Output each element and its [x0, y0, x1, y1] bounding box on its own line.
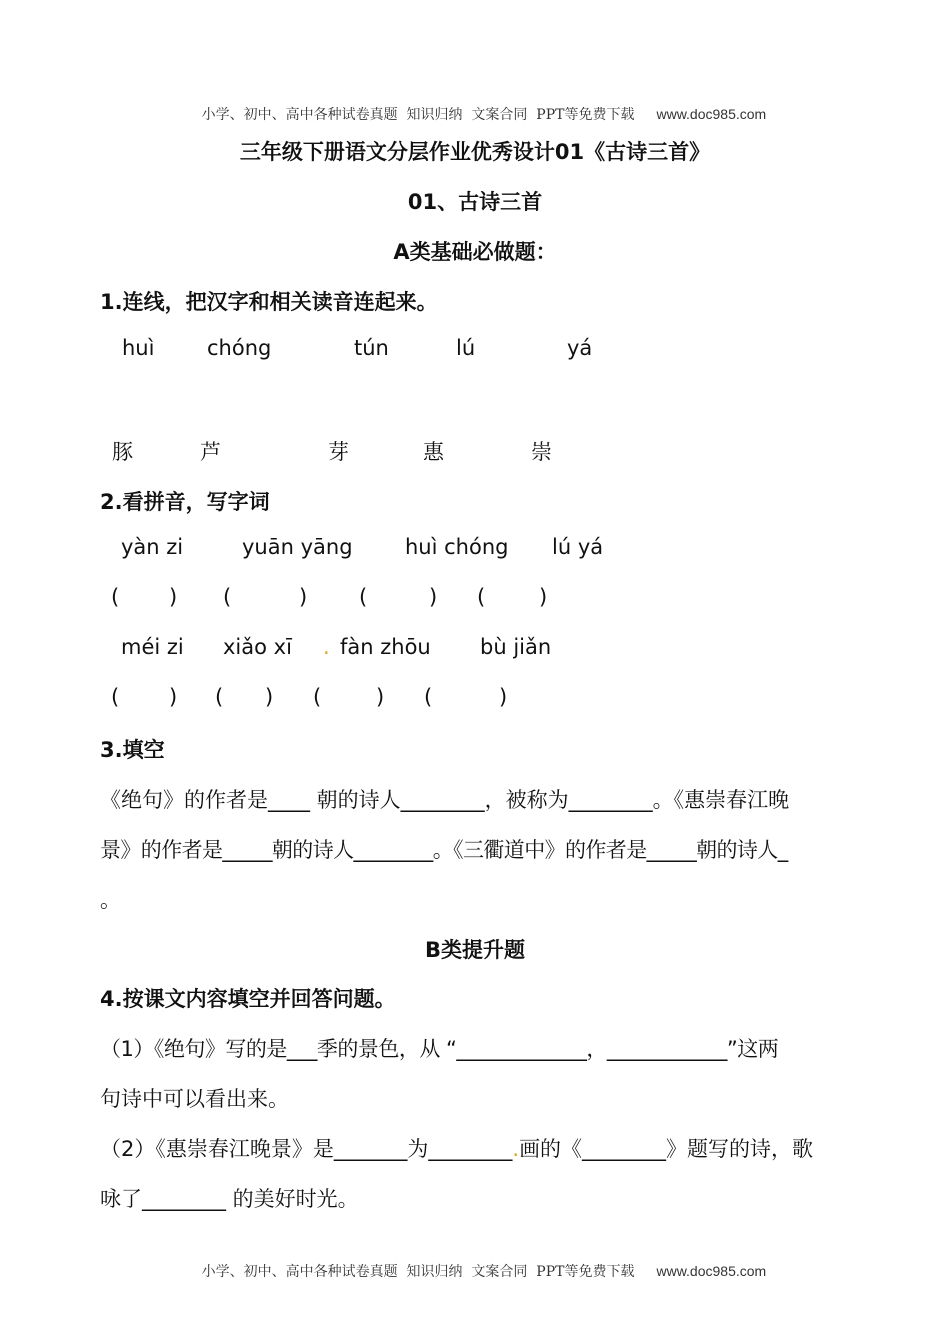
paren-open: ( — [313, 685, 322, 709]
q2-pinyin: méi zi — [121, 635, 184, 659]
q2-title: 2.看拼音，写字词 — [100, 490, 270, 514]
q4-text-part: 画的《________》题写的诗，歌 — [519, 1137, 814, 1161]
section-a-heading: A类基础必做题： — [393, 240, 557, 264]
q1-char: 惠 — [423, 440, 444, 464]
q4-text-line — [100, 1133, 852, 1163]
paren-close: ) — [169, 585, 178, 609]
q1-char: 芦 — [200, 440, 221, 464]
q4-text-line: 句诗中可以看出来。 — [100, 1087, 289, 1111]
paren-open: ( — [215, 685, 224, 709]
footer-url[interactable]: www.doc985.com — [656, 1263, 767, 1279]
q1-char: 芽 — [328, 440, 349, 464]
q4-text-line: 咏了________ 的美好时光。 — [100, 1187, 359, 1211]
paren-open: ( — [359, 585, 368, 609]
q1-pinyin: huì — [122, 336, 155, 360]
paren-open: ( — [477, 585, 486, 609]
header-url[interactable]: www.doc985.com — [656, 106, 767, 122]
paren-open: ( — [111, 585, 120, 609]
paren-close: ) — [539, 585, 548, 609]
accent-dot: . — [512, 1137, 520, 1161]
paren-close: ) — [299, 585, 308, 609]
paren-close: ) — [429, 585, 438, 609]
q3-title: 3.填空 — [100, 738, 165, 762]
q3-text-line: 景》的作者是_____朝的诗人________。《三衢道中》的作者是_____朝的诗人_ — [100, 838, 788, 862]
accent-dot: . — [323, 635, 330, 659]
q1-pinyin: tún — [354, 336, 389, 360]
header-text: 小学、初中、高中各种试卷真题 知识归纳 文案合同 PPT等免费下载 — [201, 107, 635, 123]
q1-title: 1.连线，把汉字和相关读音连起来。 — [100, 290, 438, 314]
paren-close: ) — [376, 685, 385, 709]
q4-text-line: （1）《绝句》写的是___季的景色，从 “_____________，____________”这两 — [100, 1037, 779, 1061]
q1-char: 豚 — [112, 440, 133, 464]
paren-close: ) — [499, 685, 508, 709]
q2-pinyin: yuān yāng — [242, 535, 353, 559]
q2-pinyin: yàn zi — [121, 535, 184, 559]
q4-title: 4.按课文内容填空并回答问题。 — [100, 987, 396, 1011]
q3-text-line: 。 — [100, 888, 121, 912]
q2-pinyin: lú yá — [552, 535, 604, 559]
page-footer — [0, 1245, 950, 1297]
q1-pinyin: chóng — [207, 336, 272, 360]
q2-pinyin: huì chóng — [405, 535, 509, 559]
q1-pinyin: lú — [456, 336, 476, 360]
footer-text: 小学、初中、高中各种试卷真题 知识归纳 文案合同 PPT等免费下载 — [201, 1264, 635, 1280]
q1-char: 崇 — [531, 440, 552, 464]
q2-pinyin: xiǎo xī — [223, 635, 292, 659]
document-title: 三年级下册语文分层作业优秀设计01《古诗三首》 — [239, 140, 711, 164]
q4-text-part: （2）《惠崇春江晚景》是_______为________ — [100, 1137, 513, 1161]
paren-close: ) — [169, 685, 178, 709]
page-header — [0, 88, 950, 140]
section-b-heading: B类提升题 — [424, 938, 525, 962]
paren-open: ( — [111, 685, 120, 709]
paren-open: ( — [424, 685, 433, 709]
lesson-title: 01、古诗三首 — [407, 190, 543, 214]
q2-pinyin: bù jiǎn — [480, 635, 552, 659]
q3-text-line: 《绝句》的作者是____ 朝的诗人________，被称为________。《惠崇春江晚 — [100, 788, 790, 812]
paren-open: ( — [223, 585, 232, 609]
paren-close: ) — [265, 685, 274, 709]
q1-pinyin: yá — [567, 336, 593, 360]
q2-pinyin: fàn zhōu — [340, 635, 431, 659]
